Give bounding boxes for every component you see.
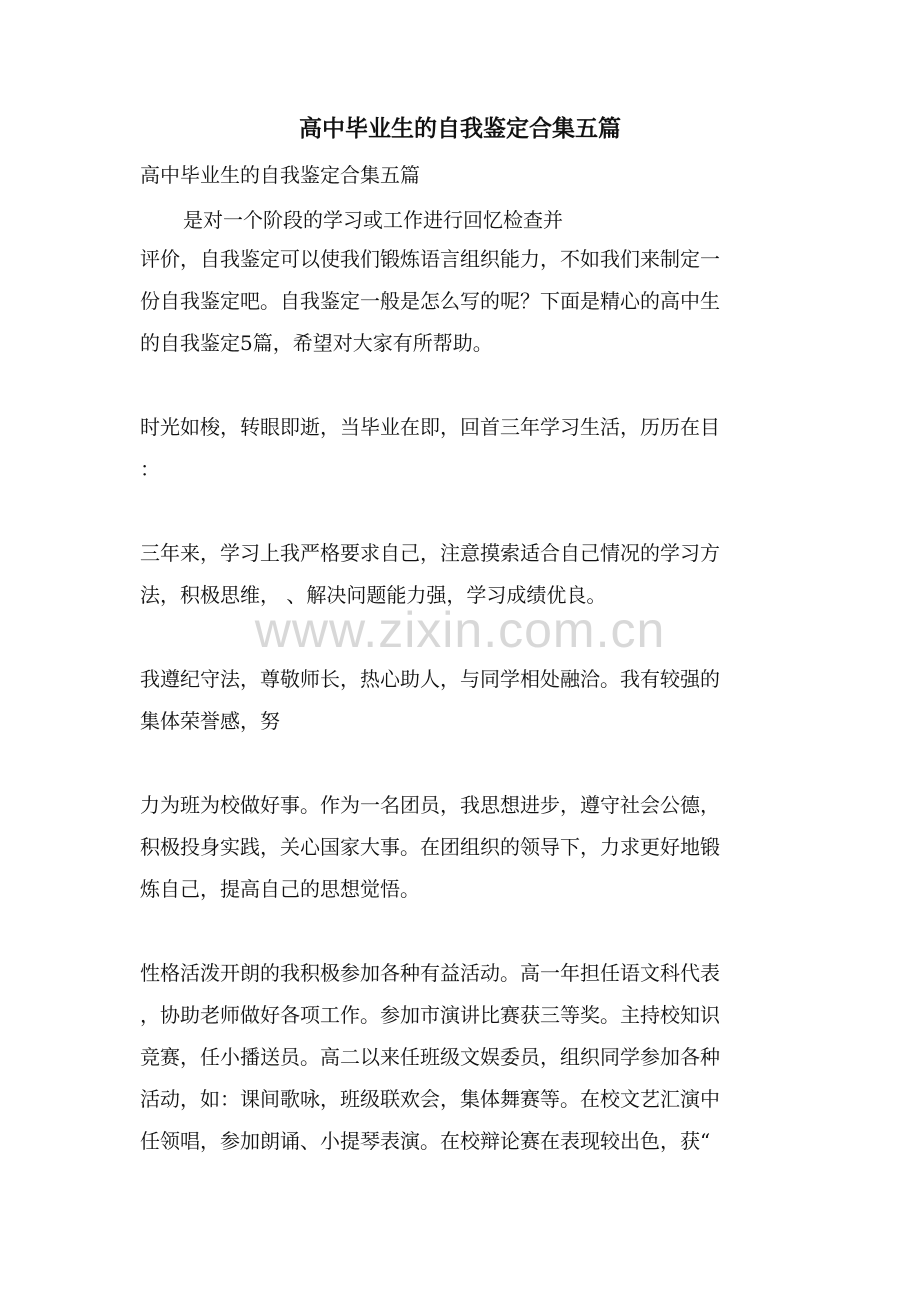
paragraph-line: 的自我鉴定5篇，希望对大家有所帮助。 (140, 331, 493, 355)
paragraph-line: 三年来，学习上我严格要求自己，注意摸索适合自己情况的学习方 (140, 541, 720, 565)
paragraph-line: ，协助老师做好各项工作。参加市演讲比赛获三等奖。主持校知识 (140, 1003, 720, 1027)
document-title: 高中毕业生的自我鉴定合集五篇 (299, 115, 621, 142)
paragraph-line: 份自我鉴定吧。自我鉴定一般是怎么写的呢？下面是精心的高中生 (140, 289, 720, 313)
paragraph-line: 力为班为校做好事。作为一名团员，我思想进步，遵守社会公德， (140, 793, 720, 817)
paragraph-line: 评价，自我鉴定可以使我们锻炼语言组织能力，不如我们来制定一 (140, 247, 720, 271)
paragraph-line: 时光如梭，转眼即逝，当毕业在即，回首三年学习生活，历历在目 (140, 415, 720, 439)
paragraph-line: ： (140, 457, 160, 481)
paragraph-line: 法，积极思维， 、解决问题能力强，学习成绩优良。 (140, 583, 607, 607)
paragraph-line: 集体荣誉感，努 (140, 709, 280, 733)
watermark-text: www.zixin.com.cn (254, 602, 666, 658)
paragraph-line: 炼自己，提高自己的思想觉悟。 (140, 877, 420, 901)
paragraph-line: 是对一个阶段的学习或工作进行回忆检查并 (183, 208, 563, 232)
paragraph-line: 任领唱，参加朗诵、小提琴表演。在校辩论赛在表现较出色，获“ (140, 1129, 711, 1153)
paragraph-line: 活动，如：课间歌咏，班级联欢会，集体舞赛等。在校文艺汇演中 (140, 1087, 720, 1111)
paragraph-line: 积极投身实践，关心国家大事。在团组织的领导下，力求更好地锻 (140, 835, 720, 859)
paragraph-line: 我遵纪守法，尊敬师长，热心助人，与同学相处融洽。我有较强的 (140, 667, 720, 691)
paragraph-line: 竞赛，任小播送员。高二以来任班级文娱委员，组织同学参加各种 (140, 1045, 720, 1069)
subtitle-line: 高中毕业生的自我鉴定合集五篇 (140, 163, 420, 187)
paragraph-line: 性格活泼开朗的我积极参加各种有益活动。高一年担任语文科代表 (140, 961, 720, 985)
